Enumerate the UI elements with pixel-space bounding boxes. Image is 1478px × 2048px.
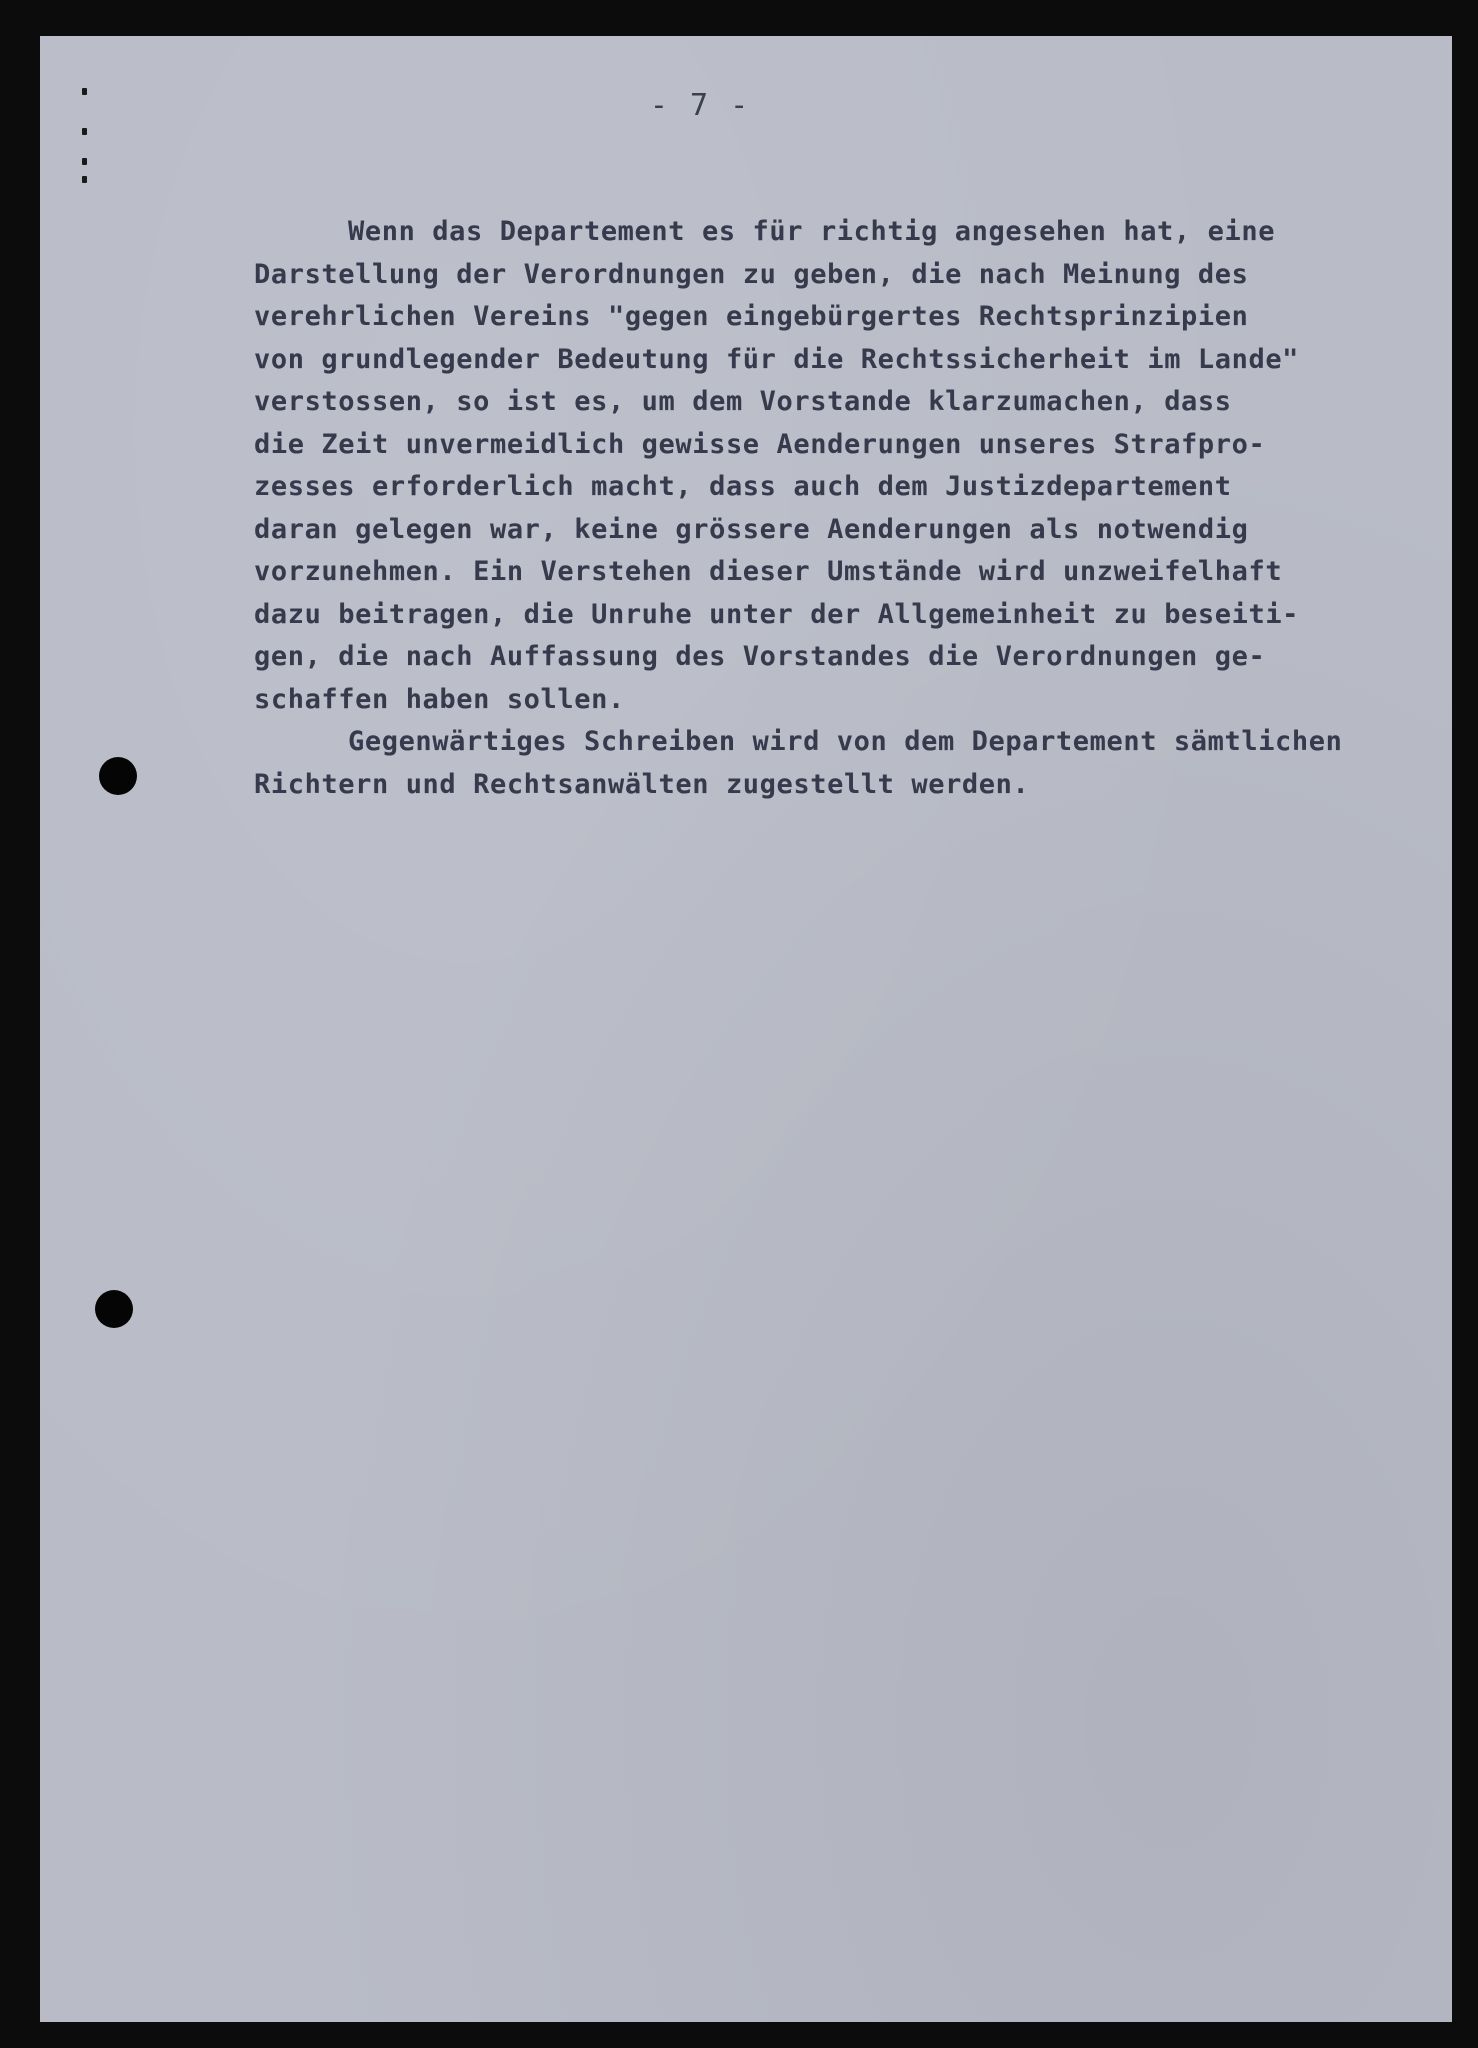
text-line: vorzunehmen. Ein Verstehen dieser Umstände wird unzweifelhaft (254, 556, 1283, 587)
text-line: daran gelegen war, keine grössere Aenderungen als notwendig (254, 513, 1249, 545)
text-line: gen, die nach Auffassung des Vorstandes die Verordnungen ge- (254, 641, 1266, 672)
paragraph-2 (254, 721, 1394, 806)
text-line: Richtern und Rechtsanwälten zugestellt werden. (254, 768, 1030, 800)
text-line: verstossen, so ist es, um dem Vorstande klarzumachen, dass (254, 386, 1232, 417)
margin-mark (82, 176, 87, 183)
margin-mark (82, 88, 87, 95)
text-line: die Zeit unvermeidlich gewisse Aenderungen unseres Strafpro- (254, 428, 1266, 460)
text-line: verehrlichen Vereins "gegen eingebürgertes Rechtsprinzipien (254, 301, 1249, 332)
text-line: dazu beitragen, die Unruhe unter der Allgemeinheit zu beseiti- (254, 598, 1300, 630)
margin-marks (82, 88, 90, 188)
punch-hole-lower (95, 1290, 133, 1328)
text-line: von grundlegender Bedeutung für die Rechtssicherheit im Lande" (254, 343, 1300, 375)
text-line: schaffen haben sollen. (254, 683, 625, 715)
letter-body (254, 211, 1394, 806)
margin-mark (82, 158, 87, 165)
text-line: zesses erforderlich macht, dass auch dem Justizdepartement (254, 471, 1232, 502)
page-number: - 7 - (649, 88, 751, 123)
text-line: Darstellung der Verordnungen zu geben, die nach Meinung des (254, 258, 1249, 290)
paragraph-1 (254, 211, 1394, 721)
punch-hole-upper (99, 757, 137, 795)
margin-mark (82, 128, 87, 135)
text-line: Wenn das Departement es für richtig angesehen hat, eine (348, 216, 1276, 247)
text-line: Gegenwärtiges Schreiben wird von dem Departement sämtlichen (348, 726, 1343, 757)
